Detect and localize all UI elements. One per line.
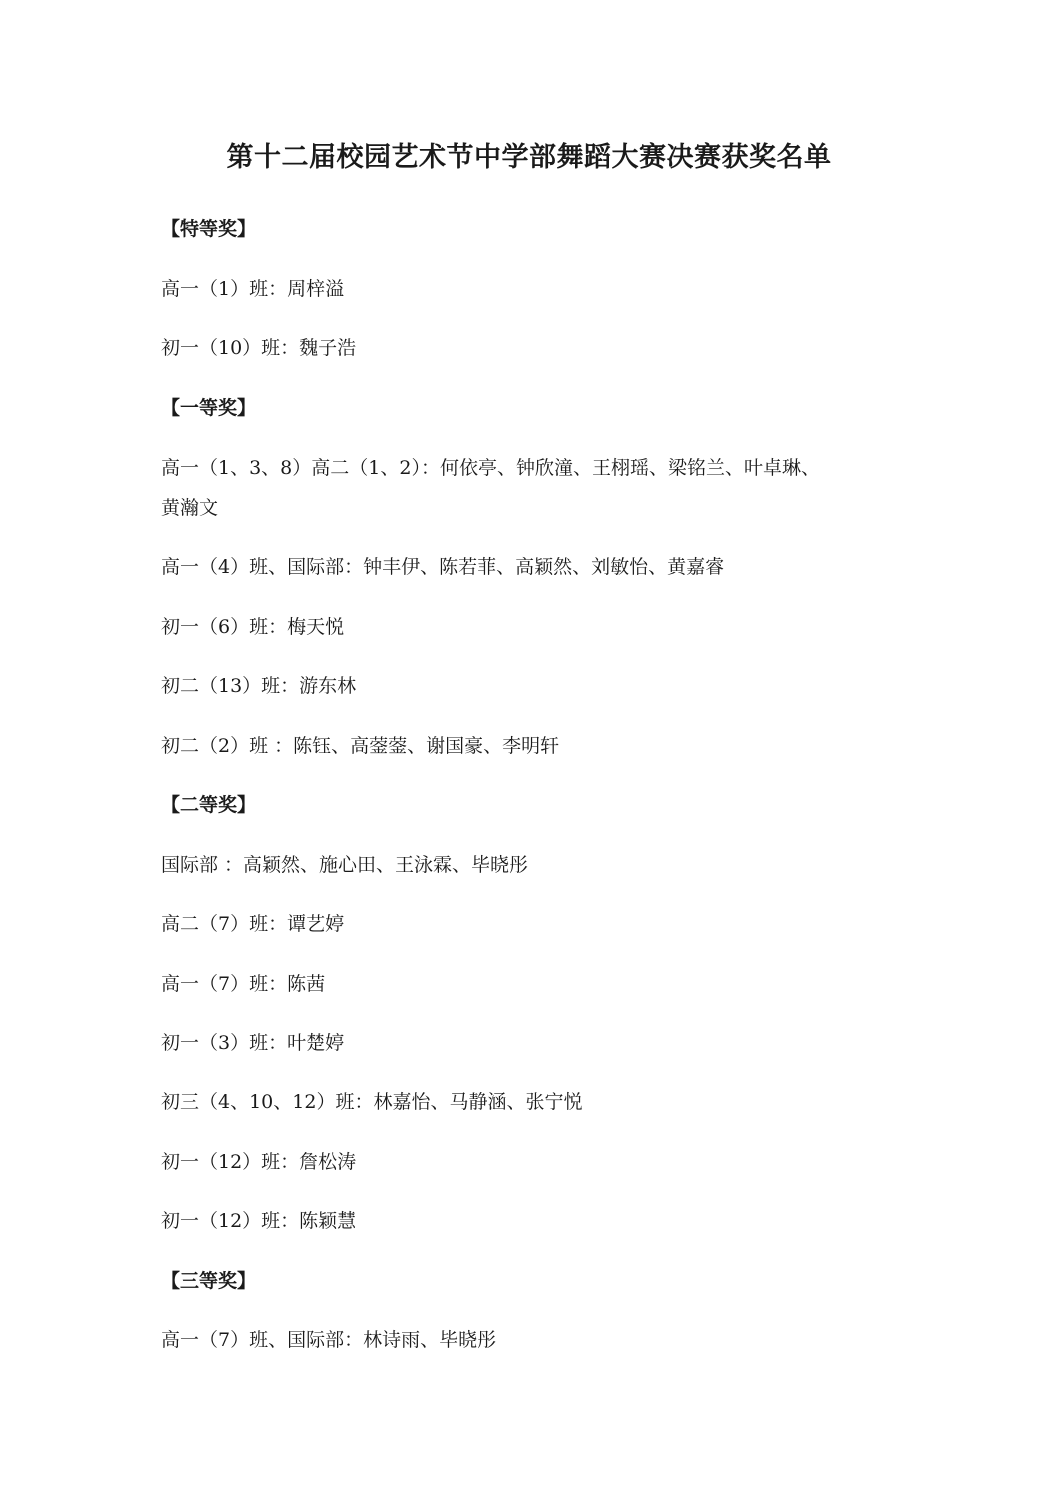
award-entry: 初一（6）班：梅天悦 xyxy=(161,616,345,638)
award-entry: 高一（7）班、国际部：林诗雨、毕晓彤 xyxy=(161,1329,497,1351)
section-heading-special: 【特等奖】 xyxy=(161,218,257,240)
section-heading-third: 【三等奖】 xyxy=(161,1270,257,1292)
award-entry: 初一（10）班：魏子浩 xyxy=(161,337,357,359)
award-entry: 初一（12）班：詹松涛 xyxy=(161,1151,357,1173)
award-entry-continuation: 黄瀚文 xyxy=(161,497,219,519)
award-entry: 国际部 ：高颖然、施心田、王泳霖、毕晓彤 xyxy=(161,854,529,876)
award-entry: 初二（2）班 ：陈钰、高蓥蓥、谢国豪、李明轩 xyxy=(161,735,560,757)
document-title: 第十二届校园艺术节中学部舞蹈大赛决赛获奖名单 xyxy=(226,142,832,173)
award-entry: 高一（7）班：陈茜 xyxy=(161,973,326,995)
award-entry: 高一（4）班、国际部：钟丰伊、陈若菲、高颖然、刘敏怡、黄嘉睿 xyxy=(161,556,725,578)
award-entry: 初一（12）班：陈颖慧 xyxy=(161,1210,357,1232)
award-entry: 高二（7）班：谭艺婷 xyxy=(161,913,345,935)
award-entry: 初一（3）班：叶楚婷 xyxy=(161,1032,345,1054)
award-entry: 初二（13）班：游东林 xyxy=(161,675,357,697)
section-heading-second: 【二等奖】 xyxy=(161,794,257,816)
section-heading-first: 【一等奖】 xyxy=(161,397,257,419)
award-entry: 高一（1）班：周梓溢 xyxy=(161,278,345,300)
award-entry: 初三（4、10、12）班：林嘉怡、马静涵、张宁悦 xyxy=(161,1091,583,1113)
award-entry: 高一（1、3、8）高二（1、2）：何依亭、钟欣潼、王栩瑶、梁铭兰、叶卓琳、 xyxy=(161,457,820,479)
